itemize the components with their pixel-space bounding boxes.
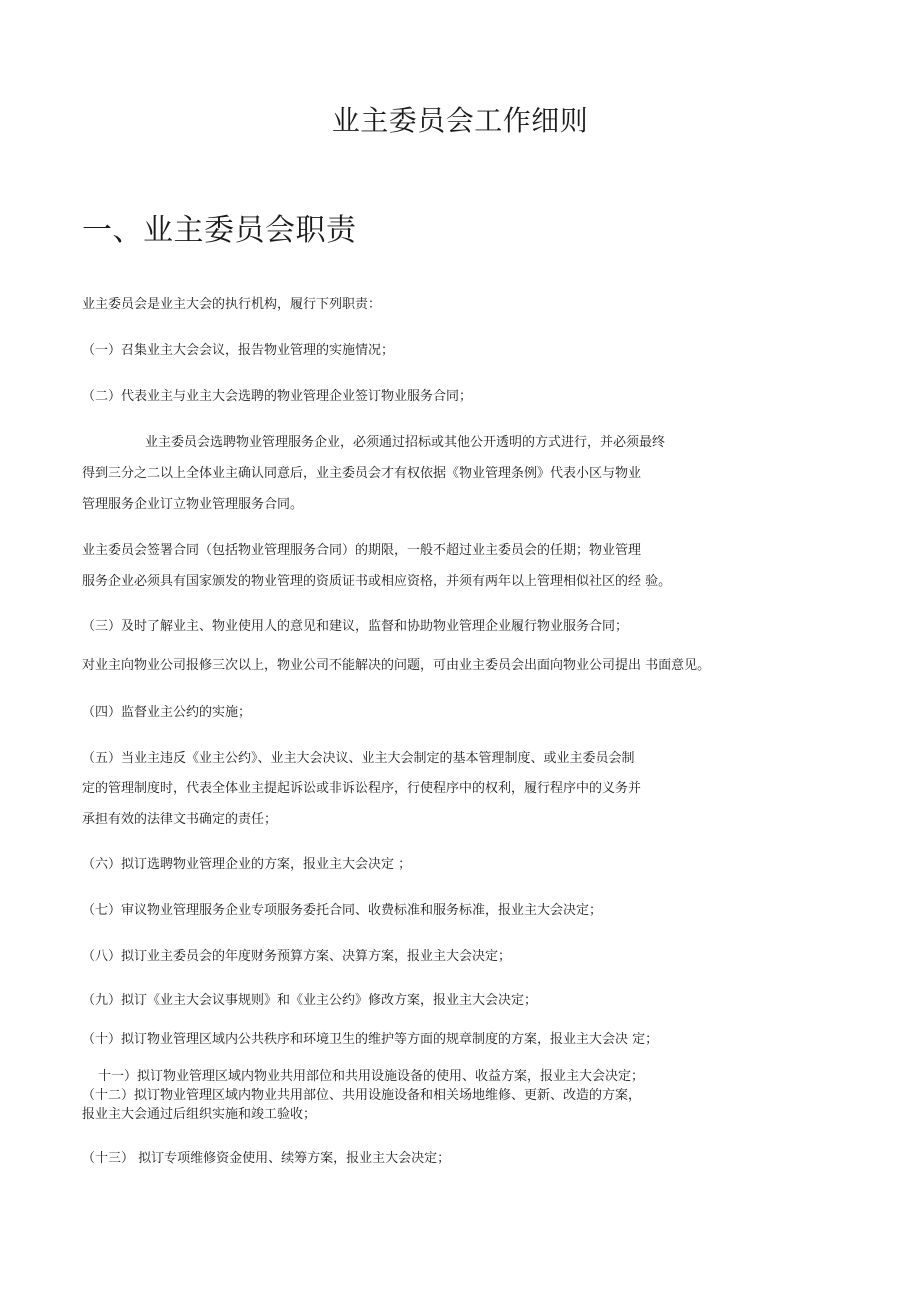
document-title: 业主委员会工作细则 [331,104,589,137]
paragraph-line: （二）代表业主与业主大会选聘的物业管理企业签订物业服务合同； [82,389,473,404]
paragraph-line: （四）监督业主公约的实施； [82,705,252,720]
paragraph-line: （九）拟订《业主大会议事规则》和《业主公约》修改方案，报业主大会决定； [82,993,538,1008]
paragraph-line: （十二）拟订物业管理区域内物业共用部位、共用设施设备和相关场地维修、更新、改造的方案， [82,1088,642,1103]
paragraph-line: （五）当业主违反《业主公约》、业主大会决议、业主大会制定的基本管理制度、或业主委员会制 [82,751,635,766]
paragraph-line: （十）拟订物业管理区域内公共秩序和环境卫生的维护等方面的规章制度的方案，报业主大会决 定； [82,1032,659,1047]
paragraph-line: （六）拟订选聘物业管理企业的方案，报业主大会决定 ； [82,857,412,872]
paragraph-line: 管理服务企业订立物业管理服务合同。 [82,497,304,512]
paragraph-line: 十一）拟订物业管理区域内物业共用部位和共用设施设备的使用、收益方案，报业主大会决定； [98,1069,645,1084]
paragraph-line: 定的管理制度时，代表全体业主提起诉讼或非诉讼程序，行使程序中的权利，履行程序中的义务并 [82,781,642,796]
paragraph-line: 服务企业必须具有国家颁发的物业管理的资质证书或相应资格，并须有两年以上管理相似社区的经 验。 [82,574,672,589]
paragraph-line: （七）审议物业管理服务企业专项服务委托合同、收费标准和服务标准，报业主大会决定； [82,903,603,918]
section-heading: 一、业主委员会职责 [82,213,357,248]
paragraph-line: 业主委员会是业主大会的执行机构，履行下列职责： [82,297,382,312]
paragraph-line: 报业主大会通过后组织实施和竣工验收； [82,1107,317,1122]
paragraph-line: （一）召集业主大会会议，报告物业管理的实施情况； [82,343,395,358]
paragraph-line: 得到三分之二以上全体业主确认同意后，业主委员会才有权依据《物业管理条例》代表小区与物业 [82,466,642,481]
paragraph-line: 对业主向物业公司报修三次以上，物业公司不能解决的问题，可由业主委员会出面向物业公司提出 书面意见。 [82,658,711,673]
paragraph-line: 业主委员会签署合同（包括物业管理服务合同）的期限，一般不超过业主委员会的任期；物业管理 [82,543,642,558]
paragraph-line: （八）拟订业主委员会的年度财务预算方案、决算方案，报业主大会决定； [82,949,512,964]
paragraph-line: 承担有效的法律文书确定的责任； [82,812,278,827]
paragraph-line: （三）及时了解业主、物业使用人的意见和建议，监督和协助物业管理企业履行物业服务合同； [82,619,629,634]
paragraph-line: 业主委员会选聘物业管理服务企业，必须通过招标或其他公开透明的方式进行，并必须最终 [145,435,666,450]
paragraph-line: （十三） 拟订专项维修资金使用、续筹方案，报业主大会决定； [82,1151,451,1166]
